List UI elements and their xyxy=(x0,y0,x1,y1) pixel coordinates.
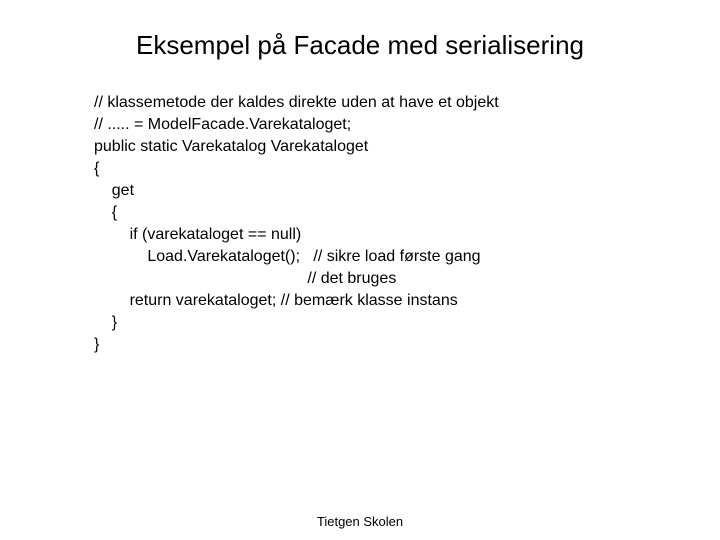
code-line: return varekataloget; // bemærk klasse instans xyxy=(94,292,458,309)
footer-text: Tietgen Skolen xyxy=(316,514,404,529)
code-line: } xyxy=(94,336,100,353)
code-line: Load.Varekataloget(); // sikre load første gang xyxy=(94,248,481,265)
code-block xyxy=(94,92,694,356)
code-line: // klassemetode der kaldes direkte uden at have et objekt xyxy=(94,94,499,111)
code-line: } xyxy=(94,314,118,331)
code-line: // det bruges xyxy=(94,270,397,287)
code-line: if (varekataloget == null) xyxy=(94,226,302,243)
code-line: // ..... = ModelFacade.Varekataloget; xyxy=(94,116,352,133)
slide-title: Eksempel på Facade med serialisering xyxy=(136,30,584,60)
code-line: { xyxy=(94,160,100,177)
code-line: get xyxy=(94,182,135,199)
code-line: { xyxy=(94,204,118,221)
code-line: public static Varekatalog Varekataloget xyxy=(94,138,369,155)
